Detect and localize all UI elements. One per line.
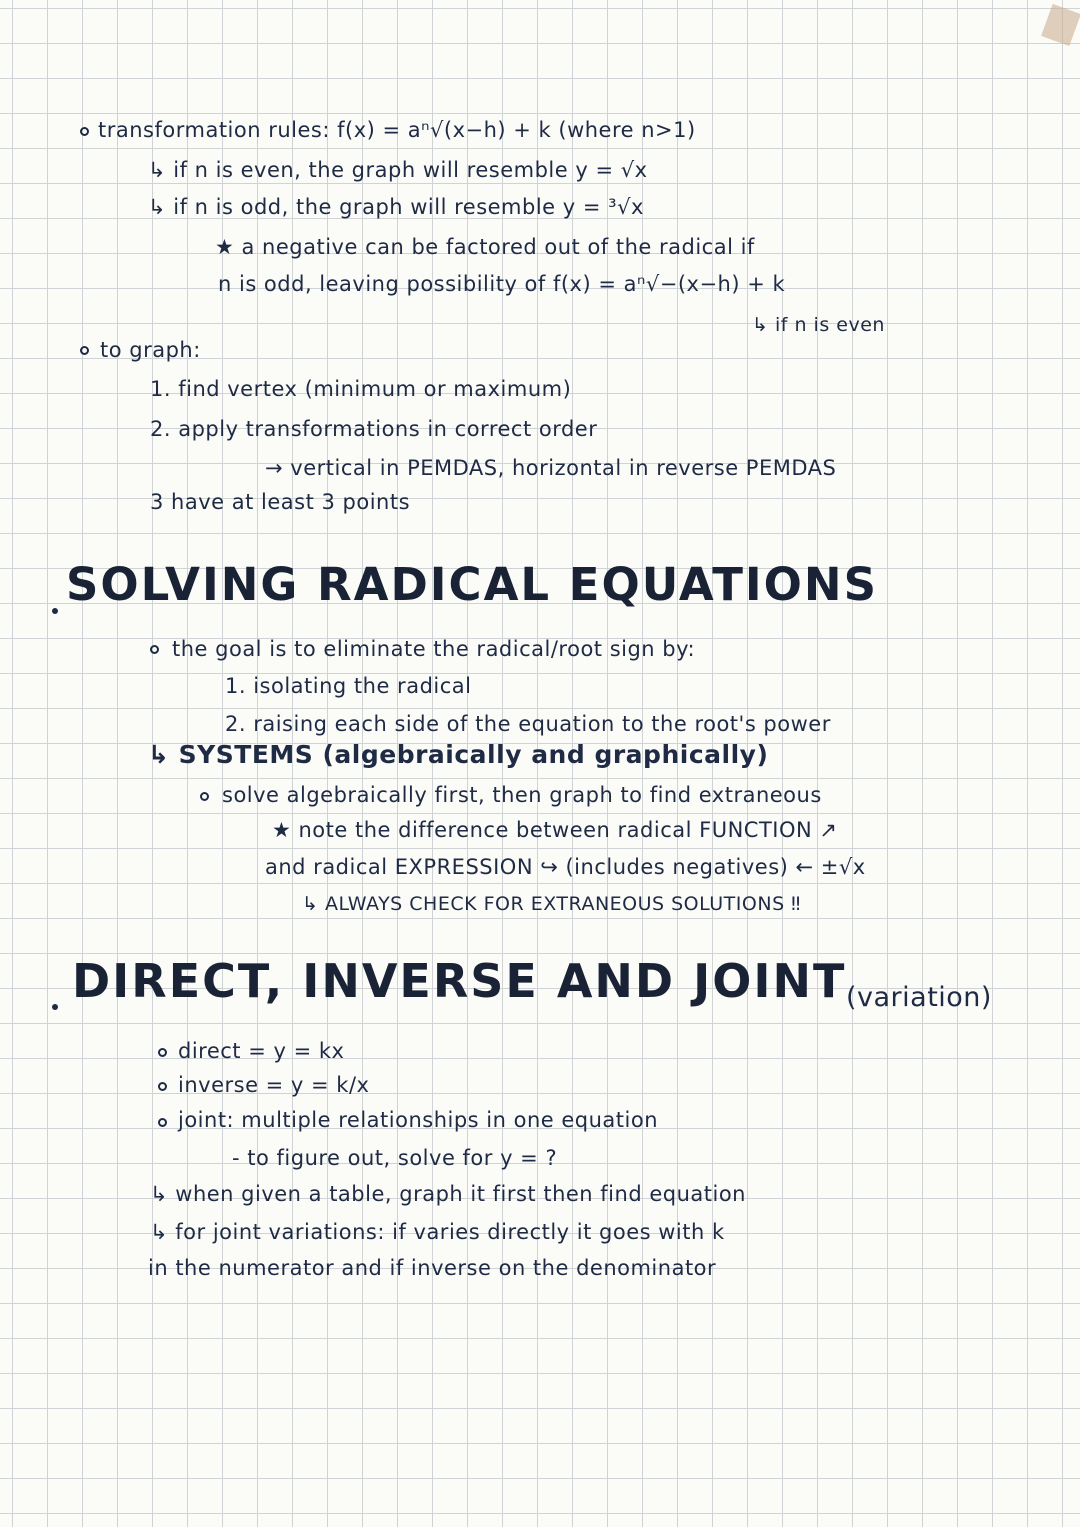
transform-even-note: ↳ if n is even [752,314,885,336]
transform-note-line: ★ a negative can be factored out of the radical if [215,235,755,259]
variation-direct: direct = y = kx [178,1039,345,1063]
variation-table-note: ↳ when given a table, graph it first then find equation [150,1182,746,1206]
systems-check: ↳ ALWAYS CHECK FOR EXTRANEOUS SOLUTIONS ‼ [302,893,801,915]
bullet-icon [158,1118,167,1127]
systems-note: ★ note the difference between radical FUNCTION ↗ [272,818,838,842]
systems-heading: ↳ SYSTEMS (algebraically and graphically) [148,740,769,769]
transform-note-line-2: n is odd, leaving possibility of f(x) = aⁿ√−(x−h) + k [218,272,786,296]
bullet-icon [158,1082,167,1091]
graph-step-3: 3 have at least 3 points [150,490,411,514]
variation-joint-note-2: in the numerator and if inverse on the denominator [148,1256,717,1280]
radical-step-2: 2. raising each side of the equation to the root's power [225,712,831,736]
systems-note-2: and radical EXPRESSION ↪ (includes negatives) ← ±√x [265,855,866,879]
radical-goal: the goal is to eliminate the radical/root sign by: [172,637,696,661]
graph-step-2-detail: → vertical in PEMDAS, horizontal in reverse PEMDAS [265,456,837,480]
variation-heading: DIRECT, INVERSE AND JOINT [72,954,847,1008]
variation-inverse: inverse = y = k/x [178,1073,370,1097]
transform-odd-line: ↳ if n is odd, the graph will resemble y = ³√x [148,195,644,219]
heading-bullet-icon [52,608,58,614]
graph-title: to graph: [100,338,201,362]
variation-joint-note: ↳ for joint variations: if varies directly it goes with k [150,1220,725,1244]
systems-solve: solve algebraically first, then graph to find extraneous [222,783,822,807]
bullet-icon [200,792,209,801]
bullet-icon [158,1048,167,1057]
heading-bullet-icon [52,1004,58,1010]
bullet-icon [80,127,89,136]
variation-joint: joint: multiple relationships in one equation [178,1108,659,1132]
radical-heading: SOLVING RADICAL EQUATIONS [66,558,878,611]
bullet-icon [80,346,89,355]
variation-heading-small: (variation) [846,982,992,1013]
variation-joint-sub: - to figure out, solve for y = ? [232,1146,558,1170]
transform-even-line: ↳ if n is even, the graph will resemble y = √x [148,158,648,182]
transform-rules-line: transformation rules: f(x) = aⁿ√(x−h) + k (where n>1) [98,118,696,142]
graph-step-1: 1. find vertex (minimum or maximum) [150,377,572,401]
bullet-icon [150,645,159,654]
page-corner-stain [1041,4,1080,46]
radical-step-1: 1. isolating the radical [225,674,472,698]
graph-step-2: 2. apply transformations in correct order [150,417,598,441]
